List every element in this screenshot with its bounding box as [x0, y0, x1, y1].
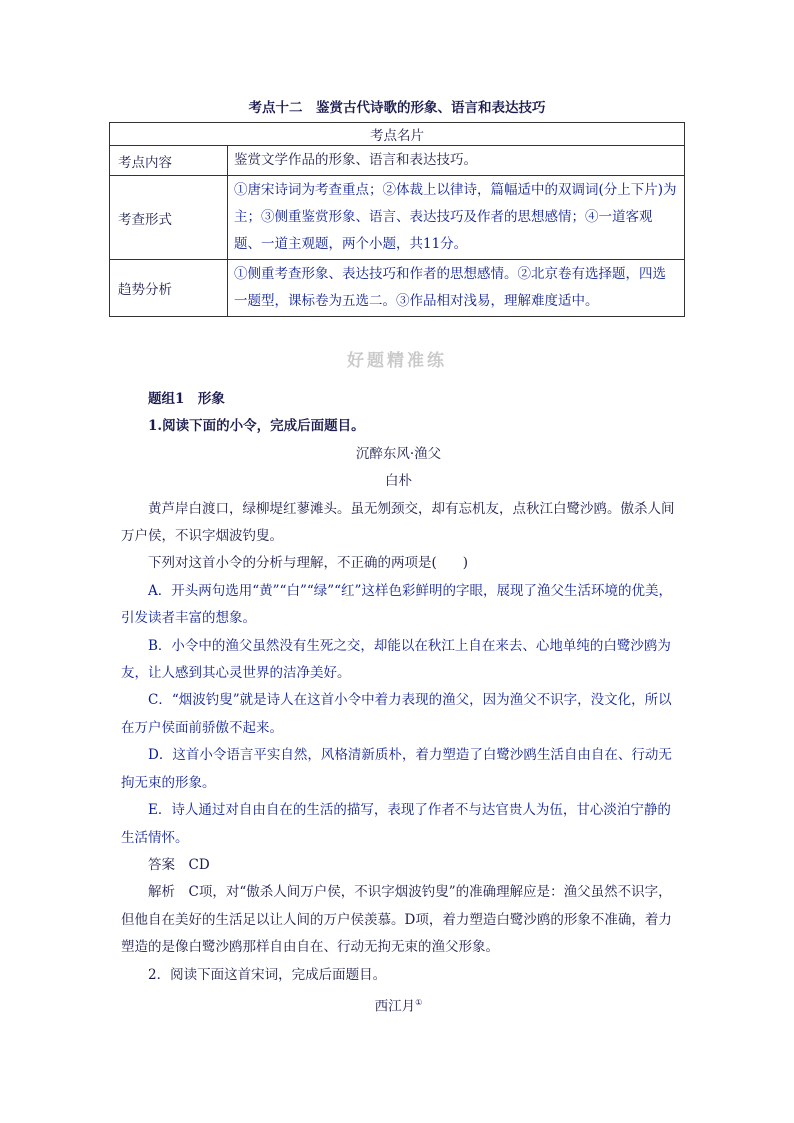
question-stem — [121, 550, 676, 577]
table-header: 考点名片 — [110, 123, 685, 146]
answer-line — [121, 852, 676, 879]
question-prompt: 2．阅读下面这首宋词，完成后面题目。 — [148, 966, 387, 983]
analysis-label: 解析 — [148, 884, 175, 901]
footnote-marker: ① — [415, 997, 423, 1007]
table-row — [110, 146, 685, 176]
page-title: 考点十二 鉴赏古代诗歌的形象、语言和表达技巧 — [248, 100, 546, 116]
option-e: E．诗人通过对自由自在的生活的描写，表现了作者不与达官贵人为伍，甘心淡泊宁静的生活情怀。 — [121, 802, 671, 846]
poem-title: 沉醉东风·渔父 — [355, 445, 442, 462]
section-heading: 好题精准练 — [347, 351, 447, 371]
row-label: 考点内容 — [110, 146, 228, 176]
poem-title-text: 西江月 — [374, 998, 416, 1015]
option-c: C．“烟波钓叟”就是诗人在这首小令中着力表现的渔父，因为渔父不识字，没文化，所以在万户侯面前骄傲不起来。 — [121, 692, 672, 736]
row-label: 考查形式 — [110, 176, 228, 260]
exam-point-table — [109, 122, 685, 317]
row-label: 趋势分析 — [110, 260, 228, 317]
option-a: A．开头两句选用“黄”“白”“绿”“红”这样色彩鲜明的字眼，展现了渔父生活环境的优美，引发读者丰富的想象。 — [121, 582, 672, 627]
option-d: D．这首小令语言平实自然，风格清新质朴，着力塑造了白鹭沙鸥生活自由自在、行动无拘无束的形象。 — [121, 747, 672, 791]
row-content: 鉴赏文学作品的形象、语言和表达技巧。 — [228, 146, 685, 176]
poem-author: 白朴 — [385, 473, 412, 490]
question-prompt: 1.阅读下面的小令，完成后面题目。 — [148, 418, 365, 435]
question-body — [121, 386, 676, 1021]
row-content: ①侧重考查形象、表达技巧和作者的思想感情。②北京卷有选择题，四选一题型，课标卷为五选二。③作品相对浅易，理解难度适中。 — [228, 260, 685, 317]
analysis-text: C项，对“傲杀人间万户侯，不识字烟波钓叟”的准确理解应是：渔父虽然不识字，但他自在美好的生活足以让人间的万户侯羡慕。D项，着力塑造白鹭沙鸥的形象不准确，着力塑造的是像白鹭沙鸥那样自由自在、行动无拘无束的渔父形象。 — [121, 884, 672, 956]
question-stem-end: ) — [462, 555, 469, 572]
table-row — [110, 260, 685, 317]
answer-label: 答案 — [148, 856, 175, 873]
table-row — [110, 176, 685, 260]
poem-text: 黄芦岸白渡口，绿柳堤红蓼滩头。虽无刎颈交，却有忘机友，点秋江白鹭沙鸥。傲杀人间万户侯，不识字烟波钓叟。 — [121, 500, 675, 545]
analysis-paragraph — [121, 879, 676, 961]
poem-title — [121, 989, 676, 1021]
group-title: 题组1 形象 — [148, 391, 225, 407]
table-header-row — [110, 123, 685, 146]
row-content: ①唐宋诗词为考查重点；②体裁上以律诗，篇幅适中的双调词(分上下片)为主；③侧重鉴赏形象、语言、表达技巧及作者的思想感情；④一道客观题、一道主观题，两个小题，共11分。 — [228, 176, 685, 260]
question-stem-text: 下列对这首小令的分析与理解，不正确的两项是( — [148, 555, 437, 572]
answer-value: CD — [188, 856, 210, 873]
option-b: B．小令中的渔父虽然没有生死之交，却能以在秋江上自在来去、心地单纯的白鹭沙鸥为友，让人感到其心灵世界的洁净美好。 — [121, 637, 671, 682]
